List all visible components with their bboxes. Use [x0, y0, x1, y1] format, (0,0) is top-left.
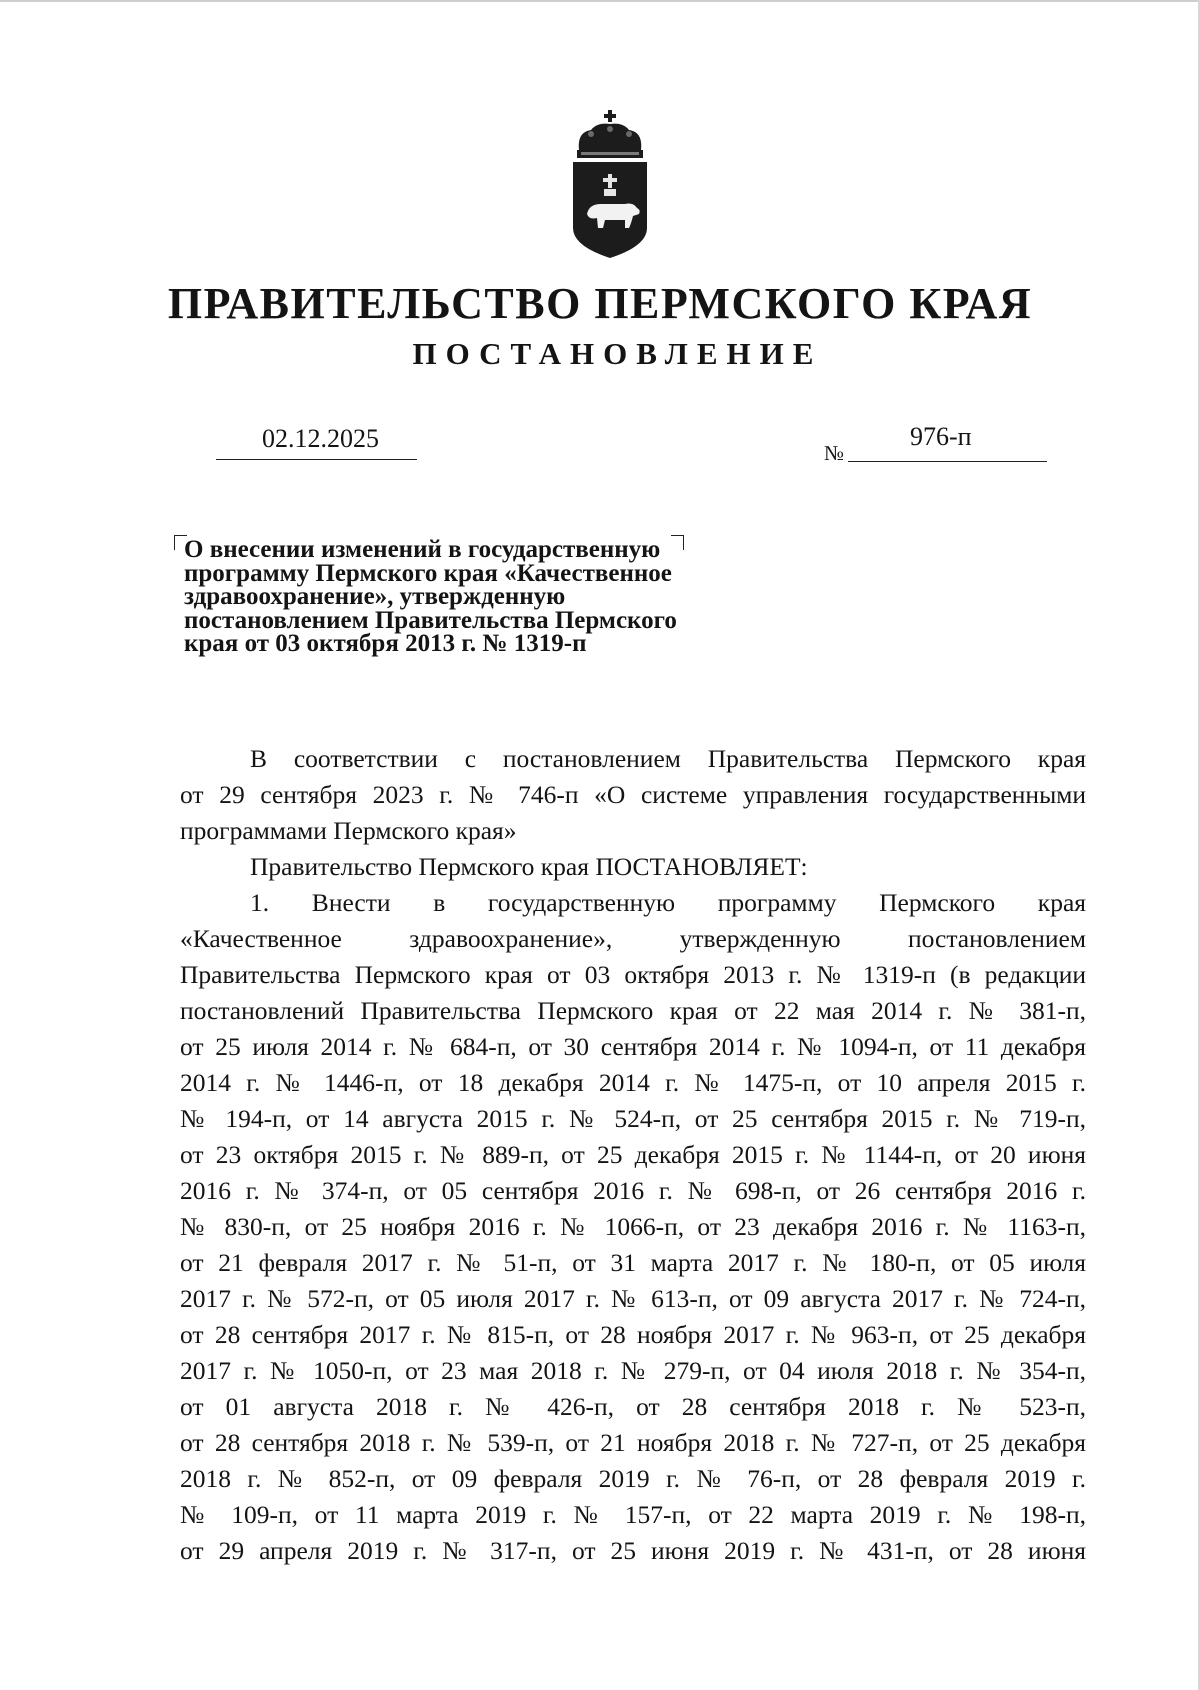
body-line: программами Пермского края» [180, 816, 517, 845]
body-line: 2014 г. № 1446-п, от 18 декабря 2014 г. № 1475-п, от 10 апреля 2015 г. [180, 1068, 1086, 1097]
title-line: программу Пермского края «Качественное [184, 559, 672, 587]
body-line: постановлений Правительства Пермского края от 22 мая 2014 г. № 381-п, [180, 996, 1086, 1025]
body-line: от 29 апреля 2019 г. № 317-п, от 25 июня 2019 г. № 431-п, от 28 июня [180, 1536, 1086, 1565]
title-line: О внесении изменений в государственную [184, 536, 661, 563]
government-title: ПРАВИТЕЛЬСТВО ПЕРМСКОГО КРАЯ [167, 279, 1033, 328]
body-line: 2016 г. № 374-п, от 05 сентября 2016 г. № 698-п, от 26 сентября 2016 г. [180, 1176, 1086, 1205]
body-line: «Качественное здравоохранение», утвержденную постановлением [180, 924, 1086, 953]
body-line: 1. Внести в государственную программу Пермского края [250, 888, 1086, 917]
body-line: от 25 июля 2014 г. № 684-п, от 30 сентября 2014 г. № 1094-п, от 11 декабря [180, 1032, 1086, 1061]
decree-date: 02.12.2025 [262, 424, 379, 453]
number-underline [848, 461, 1047, 462]
body-line: 2017 г. № 572-п, от 05 июля 2017 г. № 613-п, от 09 августа 2017 г. № 724-п, [180, 1284, 1086, 1313]
body-line: № 109-п, от 11 марта 2019 г. № 157-п, от 22 марта 2019 г. № 198-п, [180, 1500, 1086, 1529]
body-line: № 830-п, от 25 ноября 2016 г. № 1066-п, от 23 декабря 2016 г. № 1163-п, [180, 1212, 1086, 1241]
decree-body [180, 741, 1086, 1569]
body-line: от 28 сентября 2017 г. № 815-п, от 28 ноября 2017 г. № 963-п, от 25 декабря [180, 1320, 1086, 1349]
body-line: от 01 августа 2018 г. № 426-п, от 28 сентября 2018 г. № 523-п, [180, 1392, 1086, 1421]
number-sign: № [824, 441, 845, 465]
body-line: от 23 октября 2015 г. № 889-п, от 25 декабря 2015 г. № 1144-п, от 20 июня [180, 1140, 1086, 1169]
body-line: № 194-п, от 14 августа 2015 г. № 524-п, от 25 сентября 2015 г. № 719-п, [180, 1104, 1086, 1133]
document-type: ПОСТАНОВЛЕНИЕ [412, 336, 823, 371]
title-line: здравоохранение», утвержденную [184, 583, 566, 610]
title-line: постановлением Правительства Пермского [184, 606, 677, 634]
decree-title [184, 538, 784, 656]
body-line: 2018 г. № 852-п, от 09 февраля 2019 г. № 76-п, от 28 февраля 2019 г. [180, 1464, 1086, 1493]
date-underline [216, 459, 417, 460]
body-line: от 21 февраля 2017 г. № 51-п, от 31 марта 2017 г. № 180-п, от 05 июля [180, 1248, 1086, 1277]
body-line: Правительство Пермского края ПОСТАНОВЛЯЕТ: [250, 852, 808, 881]
body-line: Правительства Пермского края от 03 октября 2013 г. № 1319-п (в редакции [180, 960, 1086, 989]
body-line: 2017 г. № 1050-п, от 23 мая 2018 г. № 279-п, от 04 июля 2018 г. № 354-п, [180, 1356, 1086, 1385]
scan-edge-top [0, 0, 1200, 2]
body-line: В соответствии с постановлением Правительства Пермского края [250, 744, 1086, 773]
title-line: края от 03 октября 2013 г. № 1319-п [184, 630, 587, 657]
perm-krai-coat-of-arms-icon [567, 110, 653, 260]
body-line: от 28 сентября 2018 г. № 539-п, от 21 ноября 2018 г. № 727-п, от 25 декабря [180, 1428, 1086, 1457]
body-line: от 29 сентября 2023 г. № 746-п «О системе управления государственными [180, 780, 1086, 809]
decree-number: 976-п [910, 422, 972, 451]
